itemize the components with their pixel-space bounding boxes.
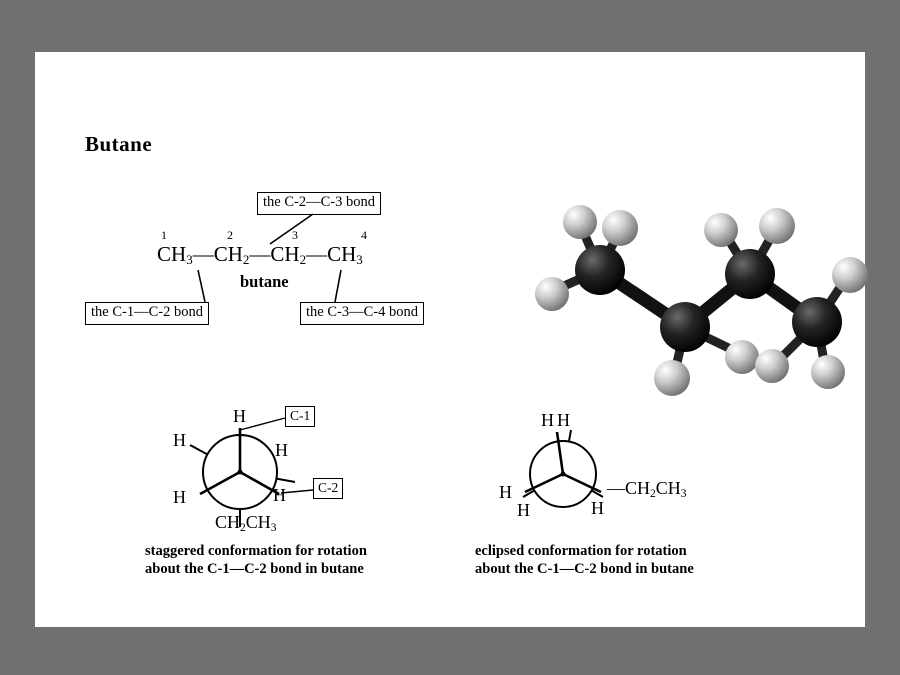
eclipsed-label-h-lower-right: H	[591, 498, 604, 518]
staggered-label-ethyl: $CH_2CH_3$	[215, 512, 277, 534]
formula-segment-c1: $CH_3$	[157, 242, 193, 267]
locant-3: 3	[292, 228, 298, 242]
formula-segment-c2: $—CH_2$	[192, 242, 250, 267]
formula-segment-c4: $—CH_3$	[306, 242, 363, 267]
ball-and-stick-model	[525, 202, 885, 402]
eclipsed-label-h-top-left: H	[541, 410, 554, 430]
newman-staggered-diagram	[145, 382, 445, 582]
eclipsed-caption-line1: eclipsed conformation for rotation	[475, 543, 687, 559]
butane-condensed-formula	[157, 242, 363, 268]
eclipsed-label-h-lower-left: H	[517, 500, 530, 520]
staggered-label-h-upper-right: H	[275, 440, 288, 460]
staggered-label-h-upper-left: H	[173, 430, 186, 450]
newman-eclipsed-diagram	[475, 382, 775, 582]
eclipsed-label-h-left: H	[499, 482, 512, 502]
locant-1: 1	[161, 228, 167, 242]
formula-segment-c3: $—CH_2$	[249, 242, 307, 267]
staggered-label-h-lower-right: H	[273, 485, 286, 505]
eclipsed-caption-line2: about the C-1—C-2 bond in butane	[475, 561, 694, 578]
formula-name-label: butane	[240, 272, 289, 291]
tag-c2: C-2	[313, 478, 343, 499]
slide-canvas	[35, 52, 865, 627]
callout-c1-c2-bond: the C-1—C-2 bond	[85, 302, 209, 325]
staggered-caption	[145, 542, 367, 578]
callout-c2-c3-bond: the C-2—C-3 bond	[257, 192, 381, 215]
tag-c1: C-1	[285, 406, 315, 427]
staggered-label-h-top: H	[233, 406, 246, 426]
staggered-caption-line1: staggered conformation for rotation	[145, 543, 367, 559]
staggered-label-h-lower-left: H	[173, 487, 186, 507]
eclipsed-label-h-top-right: H	[557, 410, 570, 430]
locant-4: 4	[361, 228, 367, 242]
structural-formula-diagram	[85, 192, 485, 332]
staggered-caption-line2: about the C-1—C-2 bond in butane	[145, 561, 364, 578]
locant-2: 2	[227, 228, 233, 242]
page-title: Butane	[85, 132, 153, 156]
callout-c3-c4-bond: the C-3—C-4 bond	[300, 302, 424, 325]
eclipsed-caption	[475, 542, 694, 578]
eclipsed-label-ethyl: $—CH_2CH_3$	[607, 478, 687, 500]
